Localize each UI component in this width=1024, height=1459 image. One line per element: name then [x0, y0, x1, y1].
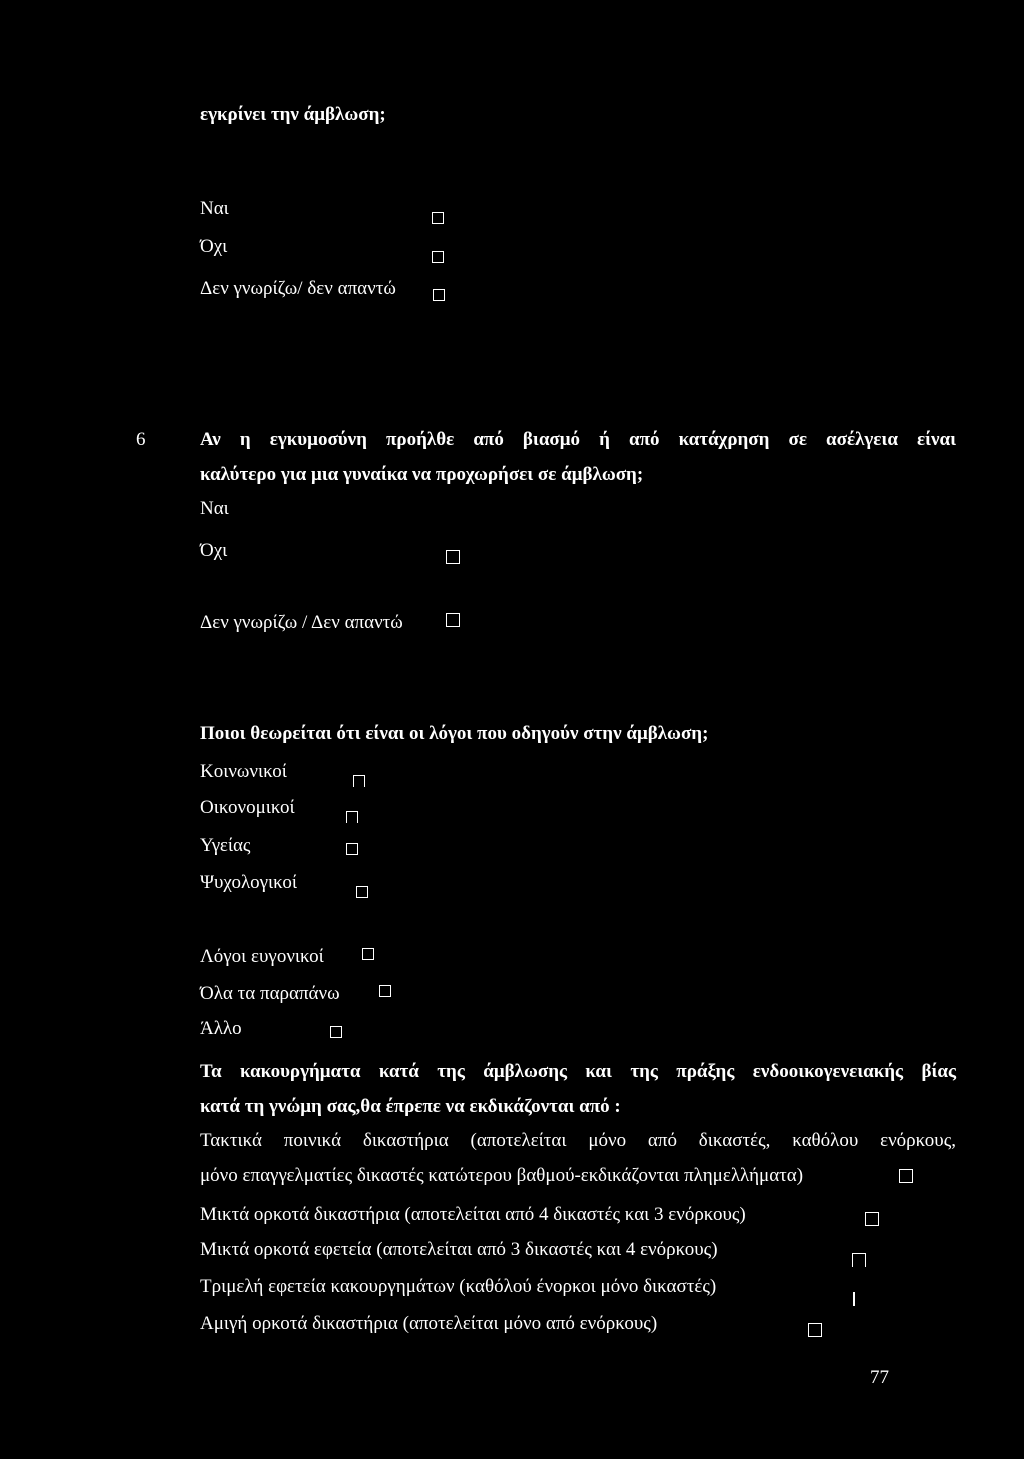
q7-checkbox-economic[interactable] — [346, 811, 358, 823]
q7-option-all: Όλα τα παραπάνω — [200, 983, 340, 1004]
q7-option-economic: Οικονομικοί — [200, 797, 295, 818]
q6-option-no: Όχι — [200, 540, 228, 561]
q7-checkbox-psychological[interactable] — [356, 886, 368, 898]
q8-option-mixed-jury-appeals: Μικτά ορκοτά εφετεία (αποτελείται από 3 δικαστές και 4 ενόρκους) — [200, 1239, 718, 1260]
q8-checkbox-mixed-jury-courts[interactable] — [865, 1212, 879, 1226]
q7-option-health: Υγείας — [200, 835, 251, 856]
q5-question-tail: εγκρίνει την άμβλωση; — [200, 104, 386, 125]
q8-option-mixed-jury-courts: Μικτά ορκοτά δικαστήρια (αποτελείται από 4 δικαστές και 3 ενόρκους) — [200, 1204, 746, 1225]
q5-checkbox-dont-know[interactable] — [433, 289, 445, 301]
q5-option-yes: Ναι — [200, 198, 229, 219]
q6-number: 6 — [136, 429, 146, 450]
q8-question-line1: Τα κακουργήματα κατά της άμβλωσης και της πράξης ενδοοικογενειακής βίας — [200, 1061, 956, 1082]
page-number: 77 — [870, 1367, 889, 1388]
q8-option-pure-jury-courts: Αμιγή ορκοτά δικαστήρια (αποτελείται μόνο από ενόρκους) — [200, 1313, 658, 1334]
q7-option-social: Κοινωνικοί — [200, 761, 287, 782]
q7-option-psychological: Ψυχολογικοί — [200, 872, 297, 893]
q5-option-no: Όχι — [200, 236, 228, 257]
q8-checkbox-ordinary-courts[interactable] — [899, 1169, 913, 1183]
q8-option-three-member-appeals: Τριμελή εφετεία κακουργημάτων (καθόλού ένορκοι μόνο δικαστές) — [200, 1276, 717, 1297]
q7-checkbox-health[interactable] — [346, 843, 358, 855]
q7-checkbox-eugenic[interactable] — [362, 948, 374, 960]
q5-checkbox-yes[interactable] — [432, 212, 444, 224]
q6-checkbox-dont-know[interactable] — [446, 613, 460, 627]
q7-checkbox-all[interactable] — [379, 985, 391, 997]
q8-question-line2: κατά τη γνώμη σας,θα έπρεπε να εκδικάζονται από : — [200, 1096, 621, 1117]
q6-checkbox-no[interactable] — [446, 550, 460, 564]
q7-checkbox-social[interactable] — [353, 775, 365, 787]
q6-question-line1: Αν η εγκυμοσύνη προήλθε από βιασμό ή από κατάχρηση σε ασέλγεια είναι — [200, 429, 956, 450]
q6-option-yes: Ναι — [200, 498, 229, 519]
q8-checkbox-mixed-jury-appeals[interactable] — [852, 1253, 866, 1267]
q7-option-other: Άλλο — [200, 1018, 242, 1039]
q5-option-dont-know: Δεν γνωρίζω/ δεν απαντώ — [200, 278, 396, 299]
q7-question: Ποιοι θεωρείται ότι είναι οι λόγοι που οδηγούν στην άμβλωση; — [200, 723, 709, 744]
q8-option1-line2: μόνο επαγγελματίες δικαστές κατώτερου βαθμού-εκδικάζονται πλημελλήματα) — [200, 1165, 804, 1186]
q7-checkbox-other[interactable] — [330, 1026, 342, 1038]
q8-checkbox-three-member-appeals[interactable] — [853, 1292, 855, 1306]
q7-option-eugenic: Λόγοι ευγονικοί — [200, 946, 324, 967]
q8-checkbox-pure-jury-courts[interactable] — [808, 1323, 822, 1337]
q5-checkbox-no[interactable] — [432, 251, 444, 263]
q8-option1-line1: Τακτικά ποινικά δικαστήρια (αποτελείται μόνο από δικαστές, καθόλου ενόρκους, — [200, 1130, 956, 1151]
q6-question-line2: καλύτερο για μια γυναίκα να προχωρήσει σε άμβλωση; — [200, 464, 644, 485]
q6-option-dont-know: Δεν γνωρίζω / Δεν απαντώ — [200, 612, 403, 633]
